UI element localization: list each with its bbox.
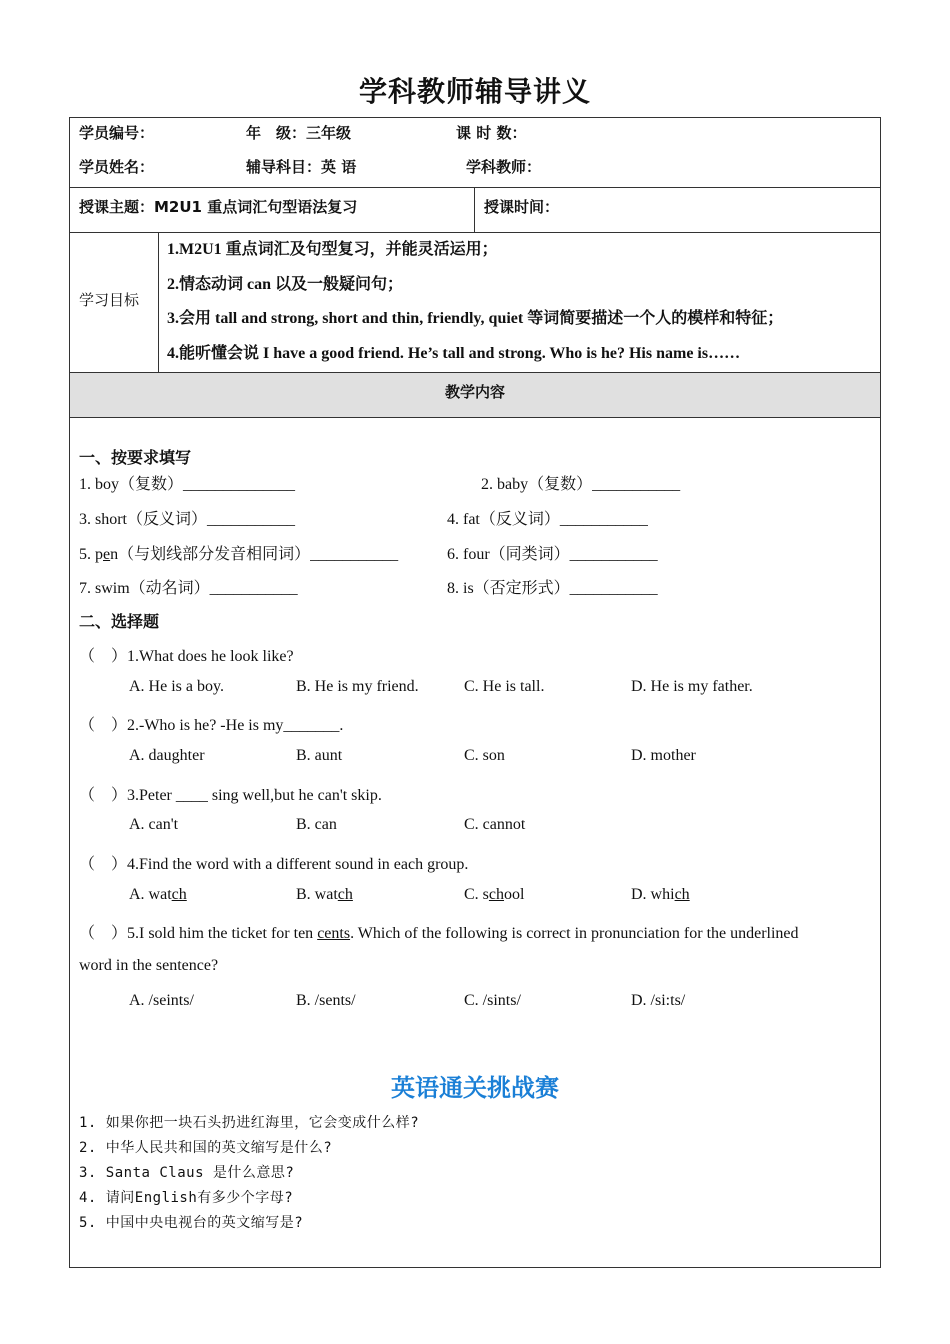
option: [296, 886, 353, 904]
contest-item: 4. 请问English有多少个字母?: [79, 1190, 294, 1206]
question-stem: （ ）3.Peter ____ sing well,but he can't skip.: [79, 787, 382, 804]
stem-text: （ ）5.I sold him the ticket for ten: [79, 925, 318, 942]
class-hours-label: 课 时 数：: [456, 124, 527, 142]
divider: [158, 232, 159, 372]
option: C. /sints/: [464, 992, 521, 1009]
option: B. aunt: [296, 747, 343, 764]
fill-item: 1. boy（复数）______________: [79, 476, 296, 493]
divider: [69, 232, 880, 233]
question-stem-continued: word in the sentence?: [79, 957, 219, 974]
question-stem: （ ）1.What does he look like?: [79, 648, 294, 665]
option: D. /si:ts/: [631, 992, 686, 1009]
option: [464, 886, 524, 904]
grade-label: 年 级：三年级: [246, 124, 352, 142]
subject-label: 辅导科目：英 语: [246, 158, 357, 176]
option: B. /sents/: [296, 992, 356, 1009]
option: D. mother: [631, 747, 696, 764]
question-stem: （ ）4.Find the word with a different sound in each group.: [79, 856, 469, 873]
fill-item: [79, 541, 398, 564]
stem-text: . Which of the following is correct in pronunciation for the underlined: [350, 925, 799, 942]
answer-blank: _______: [283, 717, 340, 734]
underlined-letters: ch: [674, 886, 690, 903]
objective-item: 1.M2U1 重点词汇及句型复习，并能灵活运用；: [167, 241, 498, 258]
underlined-letter: e: [103, 546, 111, 563]
option: [129, 886, 187, 904]
underlined-letters: ch: [337, 886, 353, 903]
underlined-letters: ch: [488, 886, 505, 903]
student-name-label: 学员姓名：: [79, 158, 155, 176]
fill-item: 4. fat（反义词）___________: [447, 511, 648, 528]
option: B. He is my friend.: [296, 678, 419, 695]
page-title: 学科教师辅导讲义: [358, 75, 591, 108]
option: C. son: [464, 747, 505, 764]
option: [631, 886, 690, 904]
contest-title: 英语通关挑战赛: [391, 1074, 559, 1102]
fill-item: 2. baby（复数）___________: [481, 476, 681, 493]
objectives-label: 学习目标: [79, 291, 140, 309]
option: C. He is tall.: [464, 678, 545, 695]
stem-text: （ ）2.-Who is he? -He is my: [79, 717, 284, 734]
option-text: C. s: [464, 886, 489, 903]
underlined-letters: ch: [171, 886, 187, 903]
fill-item: 7. swim（动名词）___________: [79, 580, 298, 597]
topic-label: 授课主题：M2U1 重点词汇句型语法复习: [79, 198, 358, 216]
option-text: A. wat: [129, 886, 172, 903]
divider: [69, 372, 880, 373]
option-text: B. wat: [296, 886, 338, 903]
option: D. He is my father.: [631, 678, 753, 695]
objective-item: 4.能听懂会说 I have a good friend. He’s tall and strong. Who is he? His name is……: [167, 345, 741, 362]
option: A. /seints/: [129, 992, 194, 1009]
question-stem: [79, 712, 343, 735]
option: A. daughter: [129, 747, 205, 764]
section2-title: 二、选择题: [79, 612, 160, 631]
contest-item: 5. 中国中央电视台的英文缩写是?: [79, 1215, 304, 1231]
time-label: 授课时间：: [484, 198, 560, 216]
option: A. can't: [129, 816, 179, 833]
fill-item-text: n（与划线部分发音相同词）___________: [110, 546, 399, 563]
contest-item: 2. 中华人民共和国的英文缩写是什么?: [79, 1140, 333, 1156]
fill-item-text: 5. p: [79, 546, 103, 563]
contest-item: 1. 如果你把一块石头扔进红海里，它会变成什么样?: [79, 1115, 420, 1131]
divider: [69, 417, 880, 418]
objective-item: 2.情态动词 can 以及一般疑问句；: [167, 276, 404, 293]
option-text: ool: [504, 886, 525, 903]
underlined-word: cents: [317, 925, 351, 942]
divider: [474, 187, 475, 232]
student-id-label: 学员编号：: [79, 124, 155, 142]
option: A. He is a boy.: [129, 678, 224, 695]
contest-item: 3. Santa Claus 是什么意思?: [79, 1165, 295, 1181]
option: C. cannot: [464, 816, 526, 833]
stem-text: .: [339, 717, 344, 734]
fill-item: 3. short（反义词）___________: [79, 511, 296, 528]
teacher-label: 学科教师：: [466, 158, 542, 176]
question-stem: [79, 920, 799, 943]
option: B. can: [296, 816, 337, 833]
content-header: 教学内容: [444, 383, 505, 401]
fill-item: 6. four（同类词）___________: [447, 546, 658, 563]
fill-item: 8. is（否定形式）___________: [447, 580, 658, 597]
option-text: D. whi: [631, 886, 675, 903]
objective-item: 3.会用 tall and strong, short and thin, friendly, quiet 等词简要描述一个人的模样和特征；: [167, 310, 784, 327]
section1-title: 一、按要求填写: [79, 448, 192, 467]
